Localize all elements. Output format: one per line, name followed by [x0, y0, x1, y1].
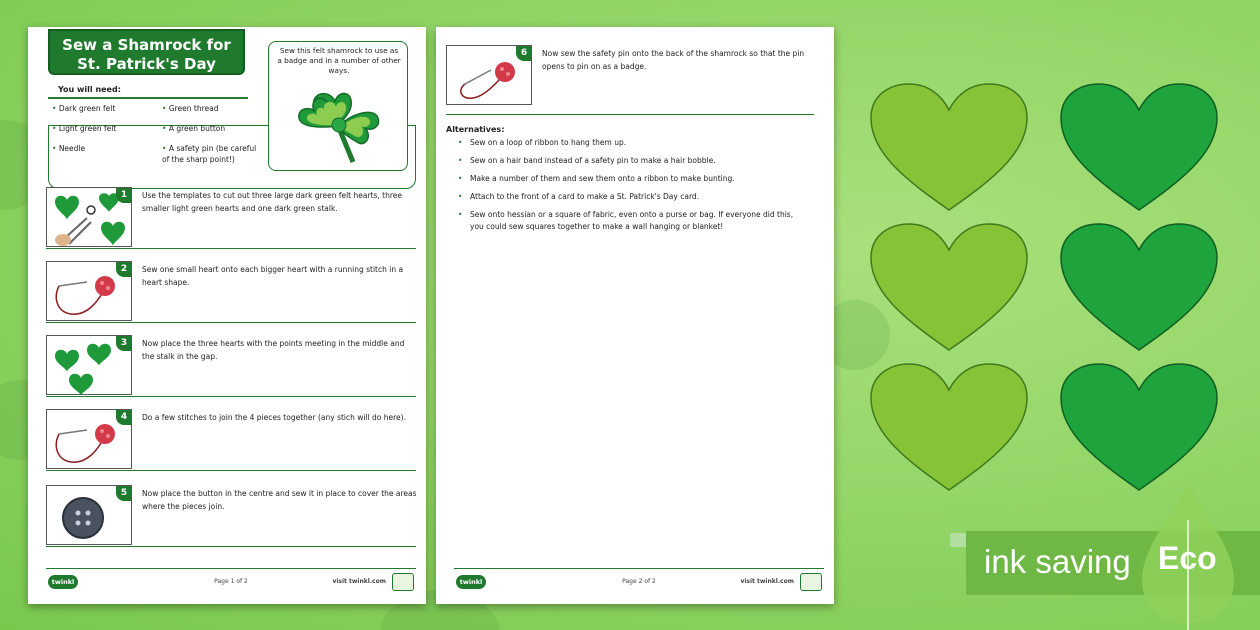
worksheet-page-1 [28, 27, 426, 604]
step-image [46, 485, 132, 545]
step-number: 2 [116, 261, 132, 277]
step-row [46, 483, 416, 547]
twinkl-logo[interactable]: twinkl [48, 575, 78, 589]
step-row [46, 407, 416, 471]
need-item: • Dark green felt [52, 103, 115, 114]
step-text: Sew one small heart onto each bigger heart with a running stitch in a heart shape. [142, 265, 404, 287]
step-text: Now sew the safety pin onto the back of the shamrock so that the pin opens to pin on as a badge. [542, 49, 805, 71]
step-row [446, 43, 814, 115]
divider [48, 97, 248, 99]
need-item: • Green thread [162, 103, 219, 114]
step-number: 3 [116, 335, 132, 351]
ink-saving-label: ink saving [984, 543, 1131, 580]
twinkl-logo[interactable]: twinkl [456, 575, 486, 589]
page-footer [454, 568, 824, 594]
page-number: Page 1 of 2 [214, 578, 248, 585]
list-item: • Sew on a hair band instead of a safety pin to make a hair bobble. [458, 155, 808, 167]
quality-badge-icon [392, 573, 414, 591]
step-text: Do a few stitches to join the 4 pieces together (any stich will do here). [142, 413, 406, 422]
heart-template-dark [1058, 362, 1220, 492]
shamrock-illustration [291, 84, 387, 166]
step-row [46, 333, 416, 397]
needs-heading: You will need: [58, 85, 121, 94]
need-item: • A safety pin (be careful of the sharp point!) [162, 143, 262, 165]
step-image [446, 45, 532, 105]
intro-box [268, 41, 408, 171]
step-image [46, 335, 132, 395]
list-item: • Sew onto hessian or a square of fabric, even onto a purse or bag. If everyone did this, you could sew squares together to make a wall hanging or blanket! [458, 209, 808, 233]
step-row [46, 185, 416, 249]
page-number: Page 2 of 2 [622, 578, 656, 585]
page-footer [46, 568, 416, 594]
heart-template-dark [1058, 222, 1220, 352]
step-text: Now place the three hearts with the points meeting in the middle and the stalk in the gap. [142, 339, 405, 361]
heart-template-light [868, 222, 1030, 352]
page-title [48, 29, 245, 75]
step-image [46, 187, 132, 247]
alternatives-list [458, 137, 808, 239]
need-item: • A green button [162, 123, 225, 134]
step-text: Use the templates to cut out three large dark green felt hearts, three smaller light green hearts and one dark green stalk. [142, 191, 403, 213]
alternatives-heading: Alternatives: [446, 125, 505, 134]
need-item: • Needle [52, 143, 85, 154]
intro-text: Sew this felt shamrock to use as a badge and in a number of other ways. [277, 46, 401, 75]
heart-template-light [868, 82, 1030, 212]
heart-template-light [868, 362, 1030, 492]
step-number: 4 [116, 409, 132, 425]
list-item: • Make a number of them and sew them onto a ribbon to make bunting. [458, 173, 808, 185]
worksheet-page-2 [436, 27, 834, 604]
step-image [46, 409, 132, 469]
title-line-2: St. Patrick's Day [77, 55, 216, 73]
step-number: 6 [516, 45, 532, 61]
quality-badge-icon [800, 573, 822, 591]
title-line-1: Sew a Shamrock for [62, 36, 231, 54]
step-row [46, 259, 416, 323]
eco-label: Eco [1158, 540, 1217, 576]
visit-link[interactable]: visit twinkl.com [740, 578, 794, 585]
list-item: • Sew on a loop of ribbon to hang them up. [458, 137, 808, 149]
list-item: • Attach to the front of a card to make a St. Patrick's Day card. [458, 191, 808, 203]
need-item: • Light green felt [52, 123, 116, 134]
heart-template-dark [1058, 82, 1220, 212]
step-number: 1 [116, 187, 132, 203]
visit-link[interactable]: visit twinkl.com [332, 578, 386, 585]
step-text: Now place the button in the centre and sew it in place to cover the areas where the pieces join. [142, 489, 417, 511]
step-image [46, 261, 132, 321]
step-number: 5 [116, 485, 132, 501]
